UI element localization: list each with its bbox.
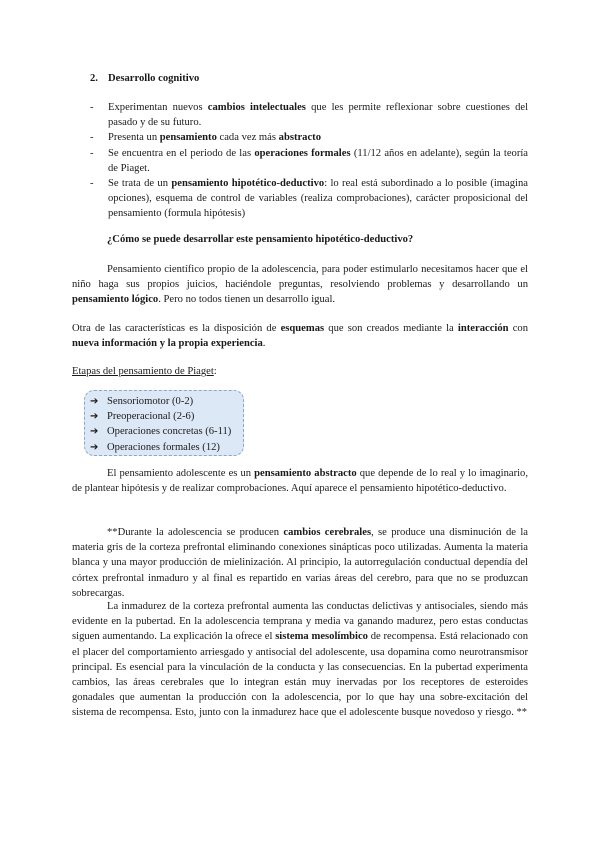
arrow-icon: ➔ [90, 411, 99, 423]
stage-label: Preoperacional (2-6) [107, 411, 195, 423]
stage-label: Operaciones formales (12) [107, 441, 220, 453]
bold-text: cambios intelectuales [207, 102, 306, 113]
dash-bullet: - [90, 102, 94, 113]
text-run: **Durante la adolescencia se producen [107, 527, 284, 538]
text-run: . [262, 338, 266, 350]
stage-item [90, 409, 231, 424]
text-run: que depende de lo real y lo imaginario, de plantear hipótesis y de realizar comprobaciones. Aquí aparece el pensamiento hipotético-deductivo. [72, 468, 528, 495]
list-item [90, 130, 528, 145]
list-item [90, 146, 528, 176]
text-run: Experimentan nuevos [108, 102, 208, 113]
bold-text: pensamiento lógico [72, 294, 159, 306]
text-run: Se encuentra en el periodo de las [108, 147, 255, 159]
stage-label: Sensoriomotor (0-2) [107, 396, 194, 407]
paragraph-mesolimbic-system [72, 599, 528, 721]
bold-text: interacción [457, 323, 509, 334]
paragraph-logical-thinking [72, 262, 528, 308]
arrow-icon: ➔ [90, 426, 99, 438]
text-run: de recompensa. Está relacionado con el placer del comportamiento arriesgado y antisocial del adolescente, usa dopamina como neurotransmisor principal. Es esencial para la vinculación de la conducta y las consecuencias. En la pubertad experimenta cambios, las áreas cerebrales que lo integran están muy inervadas por los receptores de esteroides gonadales que aumentan la producción con la adolescencia, por lo que hay una sobre-excitación del sistema de recompensa. Esto, junto con la inmadurez hace que el adolescente busque novedoso y riesgo. ** [72, 631, 528, 719]
stage-item [90, 394, 231, 409]
text-run: Presenta un [108, 132, 160, 144]
stages-list [90, 394, 231, 455]
paragraph-schemas [72, 321, 528, 351]
text-run: El pensamiento adolescente es un [107, 468, 255, 479]
stage-item [90, 424, 231, 439]
bold-text: pensamiento abstracto [254, 468, 357, 479]
stage-item [90, 440, 231, 455]
bold-text: operaciones formales [254, 147, 351, 159]
text-run: . Pero no todos tienen un desarrollo igual. [158, 294, 336, 306]
dash-bullet: - [90, 178, 94, 190]
bold-text: pensamiento hipotético-deductivo [171, 178, 325, 190]
paragraph-brain-changes [72, 525, 528, 601]
section-heading [90, 71, 199, 86]
text-run: (11/12 años en adelante), según la teoría de Piaget. [108, 147, 528, 174]
text-run: que les permite reflexionar sobre cuestiones del pasado y de su futuro. [108, 102, 529, 129]
question-heading: ¿Cómo se puede desarrollar este pensamiento hipotético-deductivo? [107, 234, 414, 245]
dash-bullet: - [90, 147, 94, 159]
bold-text: sistema mesolímbico [275, 631, 368, 643]
stages-heading [72, 364, 217, 379]
stages-heading-colon: : [213, 366, 217, 377]
bold-text: nueva información y la propia experiencia [72, 338, 263, 350]
bold-text: pensamiento [159, 132, 217, 144]
bold-text: esquemas [280, 323, 325, 334]
bold-text: cambios cerebrales [283, 527, 372, 538]
list-item [90, 176, 528, 222]
dash-bullet: - [90, 132, 94, 144]
feature-list [90, 100, 528, 222]
section-title: Desarrollo cognitivo [108, 73, 200, 84]
stages-heading-text: Etapas del pensamiento de Piaget [72, 366, 214, 377]
text-run: Se trata de un [108, 178, 172, 190]
list-item [90, 100, 528, 130]
paragraph-abstract-thinking [72, 466, 528, 496]
text-run: Pensamiento científico propio de la adolescencia, para poder estimularlo necesitamos hacer que el niño haga sus propios juicios, haciéndole preguntas, resolviendo problemas y desarrollando un [72, 264, 528, 291]
arrow-icon: ➔ [90, 396, 99, 407]
stage-label: Operaciones concretas (6-11) [107, 426, 232, 438]
text-run: La inmadurez de la corteza prefrontal aumenta las conductas delictivas y antisociales, siendo más evidente en la pubertad. En la adolescencia temprana y media va ganando madurez, pero estas conductas siguen aumentando. La explicación la ofrece el [72, 601, 528, 643]
text-run: con [508, 323, 528, 334]
text-run: cada vez más [216, 132, 279, 144]
section-number: 2. [90, 73, 98, 84]
bold-text: abstracto [278, 132, 322, 144]
arrow-icon: ➔ [90, 441, 99, 453]
text-run: Otra de las características es la disposición de [72, 323, 281, 334]
text-run: que son creados mediante la [324, 323, 458, 334]
text-run: , se produce una disminución de la materia gris de la corteza prefrontal eliminando conexiones sinápticas poco utilizadas. Aumenta la materia blanca y una mayor producción de mielinización. Al principio, la autorregulación conductual dependía del córtex prefrontal inmaduro y al final es repartido en varias áreas del cerebro, para que no se produzcan sobrecargas. [72, 527, 528, 599]
text-run: : lo real está subordinado a lo posible (imagina opciones), esquema de control de variables (realiza comprobaciones), carácter proposicional del pensamiento (formula hipótesis) [108, 178, 528, 220]
